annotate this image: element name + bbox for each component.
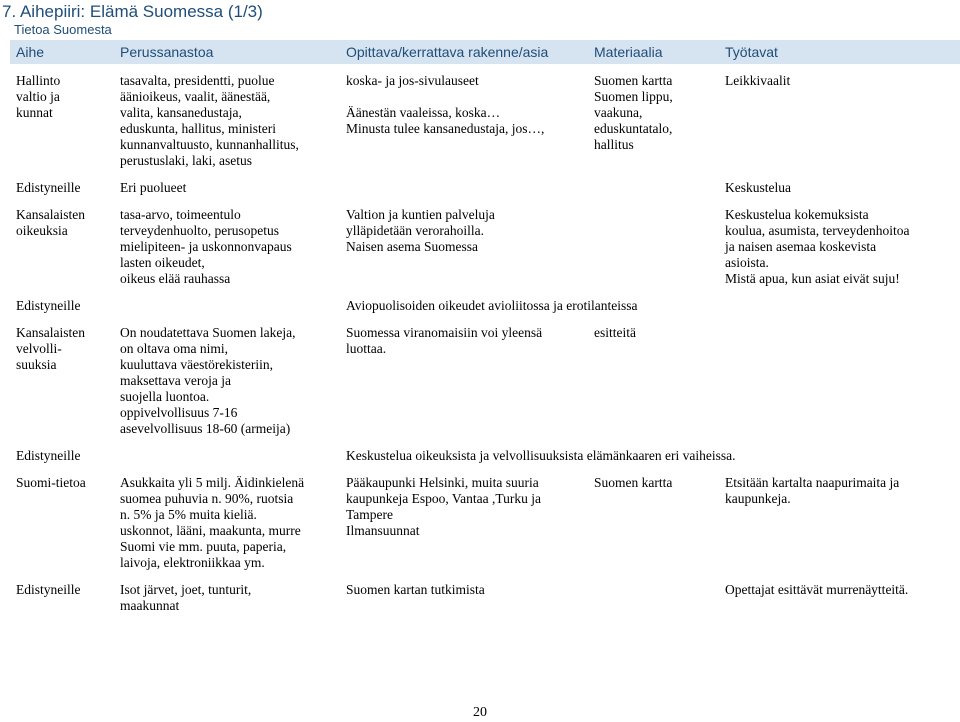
vocabulary-cell: tasavalta, presidentti, puolue äänioikeus, vaalit, äänestää, valita, kansanedustaja, eduskunta, hallitus, ministeri kunnanvaltuusto, kunnanhallitus, perustuslaki, laki, asetus	[120, 73, 299, 168]
topic-cell: Edistyneille	[16, 448, 81, 463]
page-subtitle: Tietoa Suomesta	[14, 22, 112, 37]
method-cell: Keskustelua kokemuksista koulua, asumista, terveydenhoitoa ja naisen asemaa koskevista asioista. Mistä apua, kun asiat eivät suju!	[725, 207, 910, 286]
topic-cell: Suomi-tietoa	[16, 475, 86, 490]
material-cell: Suomen kartta	[594, 475, 673, 490]
structure-cell: Keskustelua oikeuksista ja velvollisuuksista elämänkaaren eri vaiheissa.	[346, 448, 736, 463]
topic-cell: Edistyneille	[16, 180, 81, 195]
header-tyotavat: Työtavat	[719, 40, 960, 64]
table-row	[10, 473, 960, 573]
vocabulary-cell	[114, 296, 340, 316]
table-row	[10, 580, 960, 616]
table-header-row	[10, 40, 960, 64]
vocabulary-cell	[114, 446, 340, 466]
table-row	[10, 296, 960, 316]
method-cell: Opettajat esittävät murrenäytteitä.	[725, 582, 909, 597]
curriculum-table	[10, 40, 960, 616]
table-row	[10, 178, 960, 198]
structure-cell: Aviopuolisoiden oikeudet avioliitossa ja erotilanteissa	[346, 298, 638, 313]
structure-cell: Suomen kartan tutkimista	[346, 582, 485, 597]
vocabulary-cell: Isot järvet, joet, tunturit, maakunnat	[120, 582, 252, 613]
topic-cell: Kansalaisten velvolli- suuksia	[16, 325, 85, 372]
vocabulary-cell: Eri puolueet	[120, 180, 187, 195]
method-cell	[719, 323, 960, 439]
structure-cell	[340, 178, 588, 198]
topic-cell: Edistyneille	[16, 582, 81, 597]
vocabulary-cell: Asukkaita yli 5 milj. Äidinkielenä suomea puhuvia n. 90%, ruotsia n. 5% ja 5% muita kieliä. uskonnot, lääni, maakunta, murre Suomi vie mm. puuta, paperia, laivoja, elektroniikkaa ym.	[120, 475, 305, 570]
header-rakenne: Opittava/kerrattava rakenne/asia	[340, 40, 588, 64]
table-row	[10, 446, 960, 466]
table-row	[10, 323, 960, 439]
material-cell: Suomen kartta Suomen lippu, vaakuna, eduskuntatalo, hallitus	[594, 73, 673, 152]
structure-cell: Valtion ja kuntien palveluja ylläpidetään verorahoilla. Naisen asema Suomessa	[346, 207, 495, 254]
method-cell: Keskustelua	[725, 180, 791, 195]
structure-cell: koska- ja jos-sivulauseet Äänestän vaaleissa, koska… Minusta tulee kansanedustaja, jos…,	[346, 73, 545, 136]
header-aihe: Aihe	[10, 40, 114, 64]
topic-cell: Hallinto valtio ja kunnat	[16, 73, 61, 120]
table-row	[10, 71, 960, 171]
method-cell: Etsitään kartalta naapurimaita ja kaupunkeja.	[725, 475, 900, 506]
header-materiaalia: Materiaalia	[588, 40, 719, 64]
vocabulary-cell: On noudatettava Suomen lakeja, on oltava oma nimi, kuuluttava väestörekisteriin, maksettava veroja ja suojella luontoa. oppivelvollisuus 7-16 asevelvollisuus 18-60 (armeija)	[120, 325, 296, 436]
page-title: 7. Aihepiiri: Elämä Suomessa (1/3)	[2, 2, 263, 21]
material-cell	[588, 178, 719, 198]
header-perussanastoa: Perussanastoa	[114, 40, 340, 64]
table-row	[10, 205, 960, 289]
topic-cell: Kansalaisten oikeuksia	[16, 207, 85, 238]
page-number: 20	[473, 705, 487, 720]
vocabulary-cell: tasa-arvo, toimeentulo terveydenhuolto, perusopetus mielipiteen- ja uskonnonvapaus lasten oikeudet, oikeus elää rauhassa	[120, 207, 292, 286]
material-cell: esitteitä	[594, 325, 636, 340]
method-cell: Leikkivaalit	[725, 73, 791, 88]
material-cell	[588, 205, 719, 289]
structure-cell: Pääkaupunki Helsinki, muita suuria kaupunkeja Espoo, Vantaa ,Turku ja Tampere Ilmansuunnat	[346, 475, 541, 538]
topic-cell: Edistyneille	[16, 298, 81, 313]
structure-cell: Suomessa viranomaisiin voi yleensä luottaa.	[346, 325, 543, 356]
